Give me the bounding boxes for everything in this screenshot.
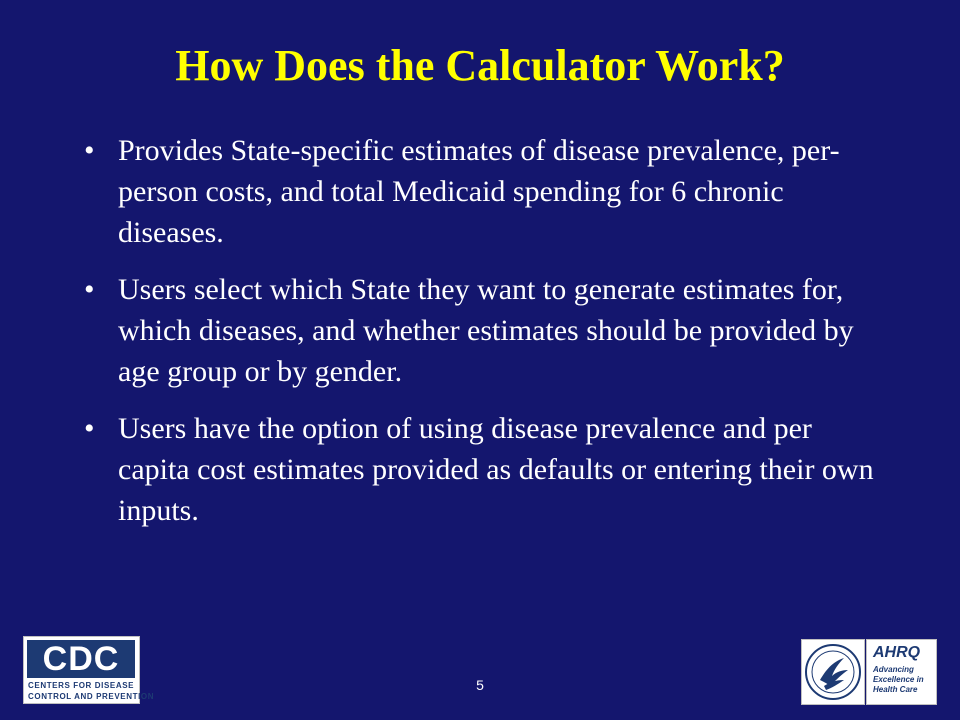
cdc-logo bbox=[23, 636, 155, 704]
cdc-logo-line-1: CENTERS FOR DISEASE bbox=[28, 681, 135, 690]
page-number: 5 bbox=[476, 677, 484, 693]
hhs-logo bbox=[801, 639, 865, 705]
bullet-text: Provides State-specific estimates of disease prevalence, per-person costs, and total Medicaid spending for 6 chronic diseases. bbox=[118, 134, 840, 249]
ahrq-tagline-2: Excellence in bbox=[873, 675, 924, 684]
ahrq-logo bbox=[866, 639, 937, 705]
bullet-dot-icon: • bbox=[84, 273, 95, 306]
bullet-dot-icon: • bbox=[84, 412, 95, 445]
cdc-logo-mark: CDC bbox=[27, 640, 135, 678]
bullet-text: Users have the option of using disease prevalence and per capita cost estimates provided as defaults or entering their own inputs. bbox=[118, 412, 874, 527]
bullet-list bbox=[78, 130, 878, 547]
bullet-text: Users select which State they want to generate estimates for, which diseases, and whether estimates should be provided by age group or by gender. bbox=[118, 273, 854, 388]
bullet-item bbox=[78, 269, 878, 392]
ahrq-logo-word: AHRQ bbox=[873, 644, 921, 661]
hhs-eagle-icon bbox=[802, 640, 864, 704]
cdc-logo-line-2: CONTROL AND PREVENTION bbox=[28, 692, 155, 701]
bullet-item bbox=[78, 130, 878, 253]
bullet-item bbox=[78, 408, 878, 531]
bullet-dot-icon: • bbox=[84, 134, 95, 167]
ahrq-tagline-1: Advancing bbox=[873, 665, 914, 674]
slide-title: How Does the Calculator Work? bbox=[175, 41, 785, 90]
ahrq-tagline-3: Health Care bbox=[873, 685, 918, 694]
